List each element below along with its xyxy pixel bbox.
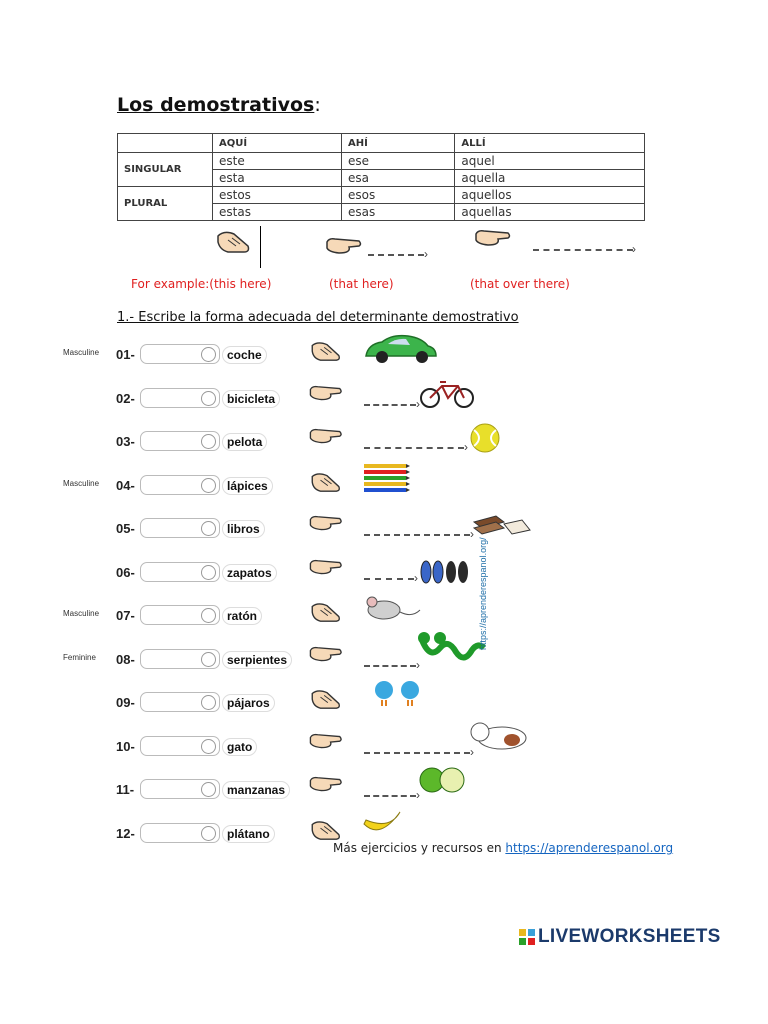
hand-pointing-down-icon — [308, 601, 344, 623]
answer-dropdown-icon[interactable] — [201, 391, 216, 406]
side-label: Masculine — [63, 348, 100, 357]
noun-label: pájaros — [222, 694, 275, 712]
answer-input[interactable] — [140, 692, 220, 712]
hand-pointing-right-icon — [325, 236, 363, 256]
table-cell: esta — [213, 170, 342, 187]
page-title: Los demostrativos: — [117, 94, 321, 116]
side-label: Feminine — [63, 652, 96, 662]
footer-link[interactable]: https://aprenderespanol.org — [505, 841, 674, 855]
table-cell: aquella — [455, 170, 645, 187]
answer-input[interactable] — [140, 518, 220, 538]
exercise-number: 11- — [116, 782, 135, 797]
answer-input[interactable] — [140, 823, 220, 843]
shoes-icon — [420, 556, 470, 586]
hand-pointing-down-icon — [308, 688, 344, 710]
hand-pointing-right-icon — [308, 514, 344, 536]
noun-label: ratón — [222, 607, 262, 625]
table-cell: aquel — [455, 153, 645, 170]
noun-label: libros — [222, 520, 265, 538]
example-that-here: (that here) — [329, 277, 394, 291]
answer-dropdown-icon[interactable] — [201, 695, 216, 710]
vertical-url[interactable]: https://aprenderespanol.org/ — [478, 537, 488, 650]
noun-label: bicicleta — [222, 390, 280, 408]
car-icon — [362, 332, 440, 366]
arrow-dashed — [364, 404, 416, 406]
side-label: Masculine — [63, 478, 100, 488]
table-cell: aquellas — [455, 204, 645, 221]
noun-label: lápices — [222, 477, 273, 495]
arrowhead-icon: › — [632, 242, 636, 256]
snakes-icon — [416, 630, 486, 666]
arrowhead-icon: › — [416, 396, 420, 411]
answer-input[interactable] — [140, 605, 220, 625]
arrow-dashed — [364, 578, 414, 580]
exercise-number: 06- — [116, 564, 135, 580]
answer-dropdown-icon[interactable] — [201, 347, 216, 362]
arrowhead-icon: › — [464, 440, 468, 454]
exercise-number: 05- — [116, 521, 135, 536]
answer-dropdown-icon[interactable] — [201, 478, 216, 493]
noun-label: zapatos — [222, 564, 277, 582]
hand-pointing-right-icon — [308, 645, 344, 667]
table-cell: este — [213, 153, 342, 170]
table-cell: esa — [342, 170, 455, 187]
hand-pointing-down-icon — [308, 471, 344, 493]
exercise-number: 08- — [116, 651, 135, 667]
pencils-icon — [362, 462, 412, 498]
answer-dropdown-icon[interactable] — [201, 434, 216, 449]
arrow-dashed — [364, 795, 416, 797]
answer-dropdown-icon[interactable] — [201, 565, 216, 580]
answer-input[interactable] — [140, 649, 220, 669]
arrow-dashed — [533, 249, 633, 251]
arrow-dashed — [368, 254, 424, 256]
table-header-ahi: AHÍ — [342, 134, 455, 153]
divider-line — [260, 226, 261, 268]
hand-pointing-right-icon — [474, 228, 512, 248]
table-header-empty — [118, 134, 213, 153]
noun-label: serpientes — [222, 651, 292, 669]
table-cell: esas — [342, 204, 455, 221]
exercise-number: 10- — [116, 738, 135, 754]
birds-icon — [370, 676, 426, 708]
demonstratives-table — [117, 133, 645, 221]
answer-dropdown-icon[interactable] — [201, 782, 216, 797]
exercise-number: 09- — [116, 695, 135, 710]
answer-dropdown-icon[interactable] — [201, 739, 216, 754]
exercise-number: 12- — [116, 825, 135, 841]
answer-input[interactable] — [140, 779, 220, 799]
hand-pointing-right-icon — [308, 558, 344, 580]
hand-pointing-down-icon — [308, 340, 344, 362]
table-cell: esos — [342, 187, 455, 204]
hand-pointing-down-icon — [214, 228, 254, 258]
liveworksheets-brand: LIVEWORKSHEETS — [538, 926, 721, 947]
hand-pointing-right-icon — [308, 732, 344, 754]
answer-dropdown-icon[interactable] — [201, 652, 216, 667]
answer-dropdown-icon[interactable] — [201, 608, 216, 623]
exercise-instruction: 1.- Escribe la forma adecuada del determinante demostrativo — [117, 310, 519, 325]
answer-input[interactable] — [140, 344, 220, 364]
exercise-number: 04- — [116, 477, 135, 493]
noun-label: manzanas — [222, 781, 290, 799]
noun-label: coche — [222, 346, 267, 364]
arrowhead-icon: › — [416, 788, 420, 802]
answer-dropdown-icon[interactable] — [201, 826, 216, 841]
exercise-number: 07- — [116, 608, 135, 623]
example-that-over-there: (that over there) — [470, 277, 570, 291]
hand-pointing-right-icon — [308, 427, 344, 449]
arrow-dashed — [364, 752, 470, 754]
hand-pointing-down-icon — [308, 819, 344, 841]
liveworksheets-logo-icon — [519, 929, 535, 945]
hand-pointing-right-icon — [308, 775, 344, 797]
table-cell: ese — [342, 153, 455, 170]
row-label-singular: SINGULAR — [118, 153, 213, 187]
side-label: Masculine — [63, 609, 100, 618]
table-header-aqui: AQUÍ — [213, 134, 342, 153]
arrowhead-icon: › — [414, 570, 418, 585]
hand-pointing-right-icon — [308, 384, 344, 406]
arrowhead-icon: › — [416, 657, 420, 672]
arrow-dashed — [364, 534, 470, 536]
arrow-dashed — [364, 665, 416, 667]
tennis-ball-icon — [468, 422, 502, 454]
exercise-number: 01- — [116, 347, 135, 362]
noun-label: gato — [222, 738, 257, 756]
arrowhead-icon: › — [470, 744, 474, 759]
mouse-icon — [362, 594, 422, 622]
answer-input[interactable] — [140, 431, 220, 451]
noun-label: plátano — [222, 825, 275, 843]
table-header-alli: ALLÍ — [455, 134, 645, 153]
example-this-here: For example:(this here) — [131, 277, 272, 291]
arrowhead-icon: › — [470, 527, 474, 541]
apples-icon — [418, 764, 466, 796]
exercise-number: 02- — [116, 390, 135, 406]
answer-dropdown-icon[interactable] — [201, 521, 216, 536]
answer-input[interactable] — [140, 736, 220, 756]
footer: Más ejercicios y recursos en https://aprenderespanol.org — [333, 841, 674, 855]
exercise-number: 03- — [116, 434, 135, 449]
answer-input[interactable] — [140, 562, 220, 582]
cat-icon — [468, 718, 530, 752]
arrowhead-icon: › — [424, 247, 428, 261]
noun-label: pelota — [222, 433, 267, 451]
banana-icon — [360, 806, 404, 838]
answer-input[interactable] — [140, 388, 220, 408]
table-cell: estos — [213, 187, 342, 204]
table-cell: aquellos — [455, 187, 645, 204]
arrow-dashed — [364, 447, 464, 449]
row-label-plural: PLURAL — [118, 187, 213, 221]
answer-input[interactable] — [140, 475, 220, 495]
table-cell: estas — [213, 204, 342, 221]
bicycle-icon — [418, 376, 478, 410]
